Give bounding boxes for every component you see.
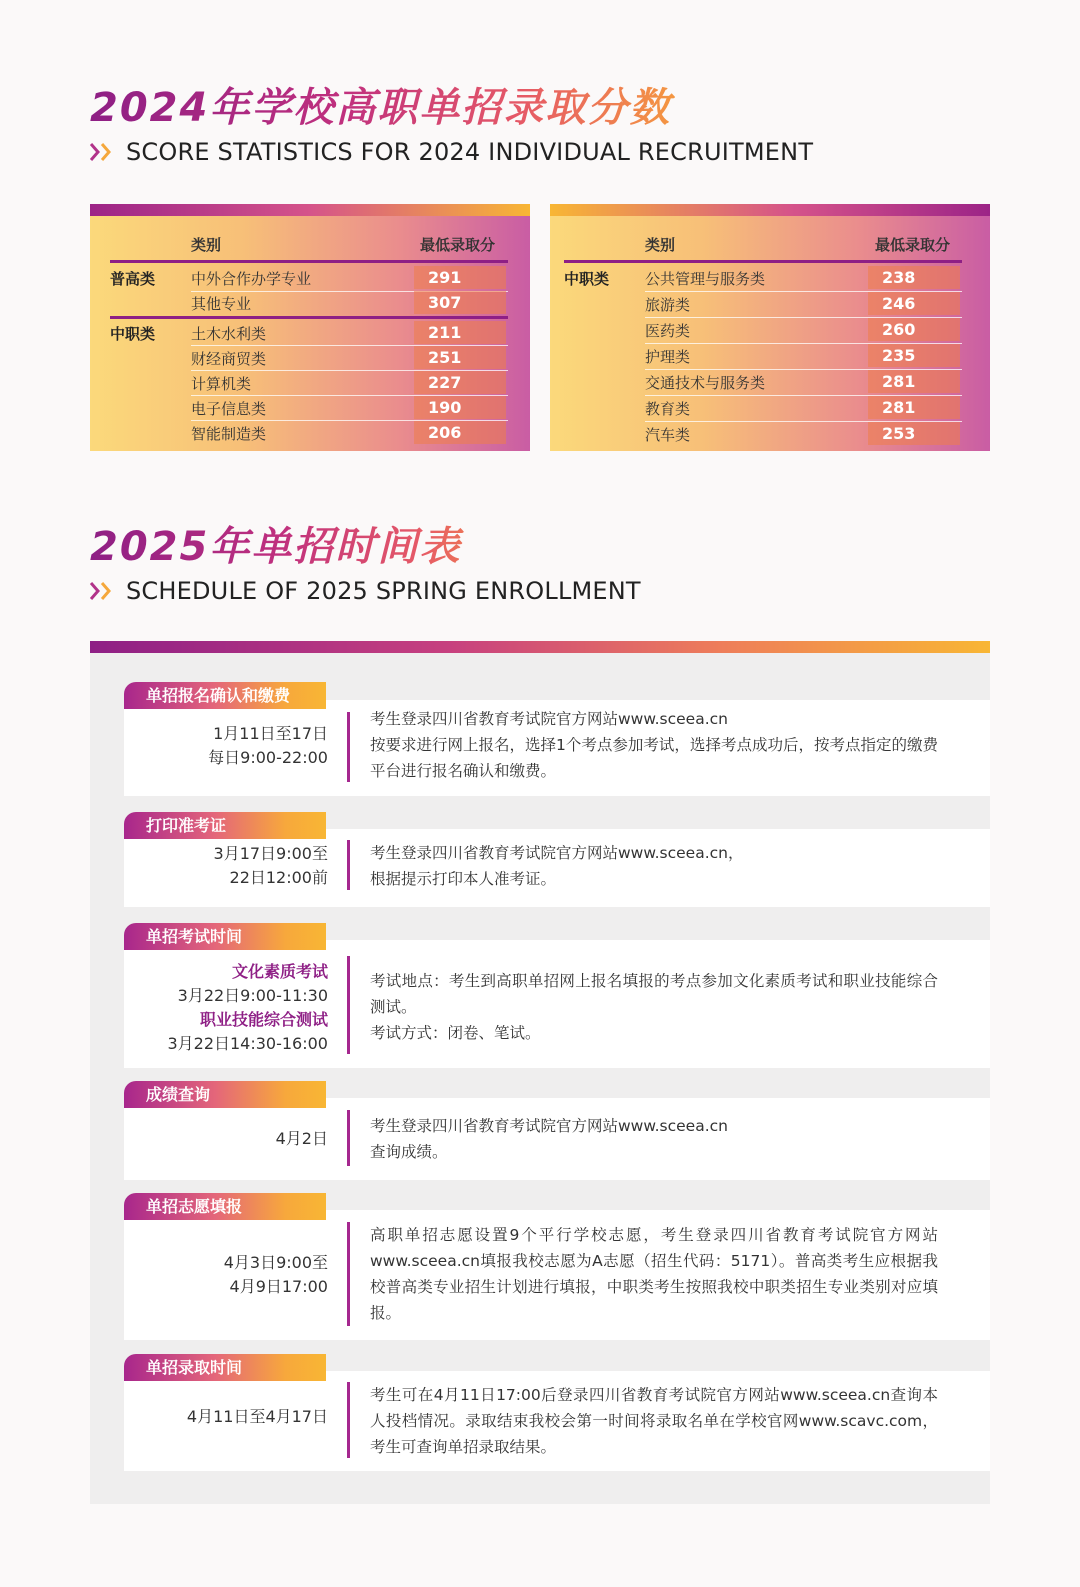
right-item-name: 医药类 bbox=[645, 322, 691, 340]
left-item-name: 计算机类 bbox=[191, 375, 252, 393]
schedule-time-line: 3月22日9:00-11:30 bbox=[177, 986, 328, 1005]
schedule-divider bbox=[347, 956, 350, 1054]
schedule-desc bbox=[370, 1382, 938, 1460]
schedule-tag: 打印准考证 bbox=[124, 812, 326, 839]
left-item-score: 307 bbox=[414, 291, 506, 314]
left-col-category: 类别 bbox=[191, 236, 222, 254]
schedule-time bbox=[124, 960, 328, 1056]
schedule-time bbox=[124, 1127, 328, 1151]
section2-heading bbox=[90, 523, 641, 605]
left-group-label: 普高类 bbox=[110, 270, 156, 288]
left-item-score: 227 bbox=[414, 371, 506, 394]
section1-title: 2024年学校高职单招录取分数 bbox=[90, 84, 813, 132]
right-group-label: 中职类 bbox=[564, 270, 610, 288]
schedule-time bbox=[124, 722, 328, 770]
schedule-time-line: 3月22日14:30-16:00 bbox=[167, 1034, 328, 1053]
left-item-name: 电子信息类 bbox=[191, 400, 267, 418]
right-item-score: 281 bbox=[868, 370, 960, 393]
right-item-score: 260 bbox=[868, 318, 960, 341]
right-item-score: 253 bbox=[868, 422, 960, 445]
left-header-divider bbox=[110, 260, 508, 263]
schedule-tag: 成绩查询 bbox=[124, 1081, 326, 1108]
double-chevron-icon bbox=[90, 581, 116, 601]
right-col-score: 最低录取分 bbox=[875, 236, 951, 254]
section1-subtitle: SCORE STATISTICS FOR 2024 INDIVIDUAL RECRUITMENT bbox=[126, 138, 814, 166]
schedule-time bbox=[124, 842, 328, 890]
left-item-name: 土木水利类 bbox=[191, 325, 267, 343]
left-item-name: 财经商贸类 bbox=[191, 350, 267, 368]
schedule-desc-line: 考生登录四川省教育考试院官方网站www.sceea.cn bbox=[370, 1117, 728, 1135]
schedule-desc-line: 考生可在4月11日17:00后登录四川省教育考试院官方网站www.sceea.cn查询本人投档情况。录取结束我校会第一时间将录取名单在学校官网www.scavc.com，考生可查询单招录取结果。 bbox=[370, 1386, 938, 1456]
right-item-name: 汽车类 bbox=[645, 426, 691, 444]
schedule-divider bbox=[347, 1222, 350, 1326]
schedule-desc bbox=[370, 1222, 938, 1326]
schedule-divider bbox=[347, 712, 350, 782]
schedule-sub-title: 文化素质考试 bbox=[231, 962, 328, 981]
left-item-name: 中外合作办学专业 bbox=[191, 270, 312, 288]
right-item-name: 护理类 bbox=[645, 348, 691, 366]
right-item-score: 238 bbox=[868, 266, 960, 289]
schedule-tag: 单招录取时间 bbox=[124, 1354, 326, 1381]
schedule-time-line: 22日12:00前 bbox=[229, 868, 328, 887]
right-item-score: 281 bbox=[868, 396, 960, 419]
right-header-divider bbox=[564, 260, 962, 263]
schedule-divider bbox=[347, 840, 350, 890]
left-item-score: 251 bbox=[414, 346, 506, 369]
panel-top-bar bbox=[90, 204, 530, 216]
right-item-name: 交通技术与服务类 bbox=[645, 374, 766, 392]
schedule-sub-title: 职业技能综合测试 bbox=[199, 1010, 328, 1029]
section2-subtitle-row bbox=[90, 577, 641, 605]
schedule-time-line: 4月3日9:00至 bbox=[223, 1253, 328, 1272]
schedule-desc-line: 考试地点：考生到高职单招网上报名填报的考点参加文化素质考试和职业技能综合测试。 bbox=[370, 972, 938, 1016]
schedule-top-bar bbox=[90, 641, 990, 653]
left-item-score: 206 bbox=[414, 421, 506, 444]
right-item-name: 旅游类 bbox=[645, 296, 691, 314]
schedule-divider bbox=[347, 1110, 350, 1166]
panel-top-bar bbox=[550, 204, 990, 216]
schedule-desc-line: 考生登录四川省教育考试院官方网站www.sceea.cn， bbox=[370, 844, 744, 862]
left-item-score: 291 bbox=[414, 266, 506, 289]
schedule-desc-line: 根据提示打印本人准考证。 bbox=[370, 870, 557, 888]
schedule-time-line: 4月9日17:00 bbox=[229, 1277, 328, 1296]
schedule-time-line: 每日9:00-22:00 bbox=[208, 748, 328, 767]
schedule-desc bbox=[370, 706, 938, 784]
left-item-score: 211 bbox=[414, 321, 506, 344]
schedule-desc-line: 查询成绩。 bbox=[370, 1143, 448, 1161]
left-group-label: 中职类 bbox=[110, 325, 156, 343]
schedule-desc bbox=[370, 840, 938, 892]
schedule-desc bbox=[370, 968, 938, 1046]
section2-title: 2025年单招时间表 bbox=[90, 523, 641, 571]
section1-heading bbox=[90, 84, 813, 166]
schedule-time-line: 4月11日至4月17日 bbox=[186, 1407, 328, 1426]
schedule-time bbox=[124, 1405, 328, 1429]
section2-subtitle: SCHEDULE OF 2025 SPRING ENROLLMENT bbox=[126, 577, 641, 605]
right-item-score: 235 bbox=[868, 344, 960, 367]
schedule-desc-line: 按要求进行网上报名，选择1个考点参加考试，选择考点成功后，按考点指定的缴费平台进行报名确认和缴费。 bbox=[370, 736, 938, 780]
schedule-tag: 单招报名确认和缴费 bbox=[124, 682, 326, 709]
left-item-name: 智能制造类 bbox=[191, 425, 267, 443]
schedule-desc-line: 考生登录四川省教育考试院官方网站www.sceea.cn bbox=[370, 710, 728, 728]
schedule-tag: 单招考试时间 bbox=[124, 923, 326, 950]
left-col-score: 最低录取分 bbox=[420, 236, 496, 254]
right-col-category: 类别 bbox=[645, 236, 676, 254]
schedule-time-line: 1月11日至17日 bbox=[213, 724, 328, 743]
double-chevron-icon bbox=[90, 142, 116, 162]
schedule-desc bbox=[370, 1113, 938, 1165]
schedule-tag: 单招志愿填报 bbox=[124, 1193, 326, 1220]
schedule-divider bbox=[347, 1382, 350, 1458]
schedule-time bbox=[124, 1251, 328, 1299]
schedule-desc-line: 高职单招志愿设置9个平行学校志愿，考生登录四川省教育考试院官方网站www.sceea.cn填报我校志愿为A志愿（招生代码：5171）。普高类考生应根据我校普高类专业招生计划进行填报，中职类考生按照我校中职类招生专业类别对应填报。 bbox=[370, 1226, 938, 1322]
left-item-score: 190 bbox=[414, 396, 506, 419]
schedule-desc-line: 考试方式：闭卷、笔试。 bbox=[370, 1024, 541, 1042]
right-item-name: 教育类 bbox=[645, 400, 691, 418]
right-item-score: 246 bbox=[868, 292, 960, 315]
right-item-name: 公共管理与服务类 bbox=[645, 270, 766, 288]
schedule-time-line: 3月17日9:00至 bbox=[213, 844, 328, 863]
left-item-name: 其他专业 bbox=[191, 295, 252, 313]
schedule-time-line: 4月2日 bbox=[275, 1129, 328, 1148]
section1-subtitle-row bbox=[90, 138, 813, 166]
left-group-divider bbox=[110, 316, 508, 319]
